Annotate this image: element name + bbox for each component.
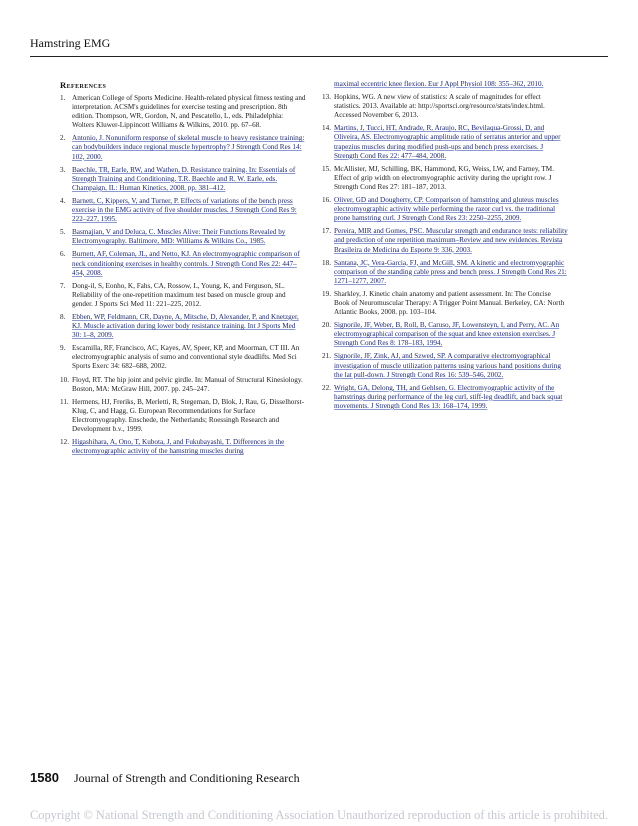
reference-item [60, 398, 306, 434]
reference-link[interactable]: Barnett, C, Kippers, V, and Turner, P. Effects of variations of the bench press exercise in the EMG activity of five shoulder muscles. J Strength Cond Res 9: 222–227, 1995. [72, 196, 297, 224]
references-list-left [60, 94, 306, 456]
reference-number: 6. [60, 250, 66, 259]
reference-number: 10. [60, 375, 69, 384]
reference-text: American College of Sports Medicine. Health-related physical fitness testing and interpretation. ACSM's guidelines for exercise testing and prescription. 8th edition. Thompson, WR, Gordon, N, and Pescatello, L, eds. Philadelphia: Wolters Kluwer-Lippincott Williams & Wilkins, 2010. pp. 67–68. [72, 94, 306, 130]
reference-number: 19. [322, 289, 331, 298]
reference-link[interactable]: Higashihara, A, Ono, T, Kubota, J, and Fukubayashi, T. Differences in the electromyographic activity of the hamstring muscles during [72, 438, 285, 456]
reference-number: 17. [322, 227, 331, 236]
reference-item [322, 93, 568, 120]
reference-number: 5. [60, 228, 66, 237]
reference-item[interactable] [322, 196, 568, 223]
reference-item[interactable] [60, 250, 306, 277]
reference-item[interactable] [322, 352, 568, 379]
reference-link[interactable]: Santana, JC, Vera-Garcia, FJ, and McGill, SM. A kinetic and electromyographic comparison of the standing cable press and bench press. J Strength Cond Res 21: 1271–1277, 2007. [334, 258, 567, 285]
reference-item [60, 344, 306, 371]
reference-link[interactable]: Signorile, JF, Zink, AJ, and Szwed, SP. A comparative electromyographical investigation of muscle utilization patterns using various hand positions during the lat pull-down. J Strength Cond Res 16: 539–546, 2002. [334, 352, 561, 379]
page-number: 1580 [30, 770, 59, 785]
reference-item[interactable] [60, 228, 306, 246]
reference-link[interactable]: Burnett, AF, Coleman, JL, and Netto, KJ. An electromyographic comparison of neck conditioning exercises in healthy controls. J Strength Cond Res 22: 447–454, 2008. [72, 250, 300, 277]
journal-name: Journal of Strength and Conditioning Research [74, 771, 300, 785]
running-head: Hamstring EMG [30, 36, 111, 50]
reference-number: 18. [322, 258, 331, 267]
reference-item[interactable] [322, 227, 568, 254]
reference-item [322, 290, 568, 317]
reference-link[interactable]: Baechle, TR, Earle, RW, and Wathen, D. Resistance training. In: Essentials of Strength Training and Conditioning. T.R. Baechle and R. W. Earle, eds. Champaign, IL: Human Kinetics, 2008. pp. 381–412. [72, 165, 296, 192]
reference-link[interactable]: Ebben, WP, Feldmann, CR, Dayne, A, Mitsche, D, Alexander, P, and Knetzger, KJ. Muscle activation during lower body resistance training. Int J Sports Med 30: 1–8, 2009. [72, 312, 299, 340]
right-column [322, 80, 568, 415]
reference-number: 22. [322, 383, 331, 392]
reference-number: 21. [322, 352, 331, 361]
reference-number: 11. [60, 397, 69, 406]
reference-item[interactable] [60, 197, 306, 224]
reference-item[interactable] [322, 321, 568, 348]
reference-link[interactable]: Pereira, MIR and Gomes, PSC. Muscular strength and endurance tests: reliability and prediction of one repetition maximum–Review and new evidences. Revista Brasileira de Medicina do Esporte 9: 336, 2003. [334, 227, 568, 254]
reference-link[interactable]: Signorile, JF, Weber, B, Roll, B, Caruso, JF, Lowensteyn, I, and Perry, AC. An electromyographical comparison of the squat and knee extension exercises. J Strength Cond Res 8: 178–183, 1994. [334, 321, 560, 348]
reference-number: 2. [60, 134, 66, 143]
copyright-watermark: Copyright © National Strength and Conditioning Association Unauthorized reproduction of this article is prohibited. [30, 808, 608, 822]
reference-number: 8. [60, 312, 66, 321]
left-column [60, 80, 306, 460]
reference-item[interactable] [322, 124, 568, 160]
reference-item[interactable] [322, 384, 568, 411]
reference-number: 15. [322, 164, 331, 173]
reference-item[interactable] [322, 259, 568, 286]
reference-text: Hopkins, WG. A new view of statistics: A scale of magnitudes for effect statistics. 2013. Available at: http://sportsci.org/resource/stats/index.html. Accessed November 6, 2013. [334, 93, 545, 120]
reference-text: Sharkley, J. Kinetic chain anatomy and patient assessment. In: The Concise Book of Neuromuscular Therapy: A Trigger Point Manual. Berkeley, CA: North Atlantic Books, 2008. pp. 103–104. [334, 289, 565, 317]
reference-text: McAllister, MJ, Schilling, BK, Hammond, KG, Weiss, LW, and Farney, TM. Effect of grip width on electromyographic activity during the upright row. J Strength Cond Res 27: 181–187, 2013. [334, 164, 555, 191]
reference-number: 9. [60, 344, 66, 353]
references-heading: References [60, 80, 107, 90]
reference-link[interactable]: Antonio, J. Nonuniform response of skeletal muscle to heavy resistance training: can bodybuilders induce regional muscle hypertrophy? J Strength Cond Res 14: 102, 2000. [72, 134, 305, 161]
reference-item [322, 165, 568, 192]
reference-link[interactable]: Oliver, GD and Dougherty, CP. Comparison of hamstring and gluteus muscles electromyographic activity while performing the razor curl vs. the traditional prone hamstring curl. J Strength Cond Res 23: 2250–2255, 2009. [334, 196, 559, 223]
reference-text: Dong-il, S, Eonho, K, Fahs, CA, Rossow, L, Young, K, and Ferguson, SL. Reliability of the one-repetition maximum test based on muscle group and gender. J Sports Sci Med 11: 221–225, 2012. [72, 281, 286, 308]
reference-number: 12. [60, 438, 69, 447]
reference-link[interactable]: Martins, J, Tucci, HT, Andrade, R, Araujo, RC, Bevilaqua-Grossi, D, and Oliveira, AS. Electromyographic amplitude ratio of serratus anterior and upper trapezius muscles during modified push-ups and bench press exercises. J Strength Cond Res 22: 477–484, 2008. [334, 124, 561, 160]
reference-item[interactable] [60, 134, 306, 161]
reference-item[interactable] [60, 313, 306, 340]
reference-link[interactable]: Basmajian, V and Deluca, C. Muscles Alive: Their Functions Revealed by Electromyography. Baltimore, MD: Williams & Wilkins Co., 1985. [72, 228, 286, 246]
reference-link[interactable]: Wright, GA, Delong, TH, and Gehlsen, G. Electromyographic activity of the hamstrings during performance of the leg curl, stiff-leg deadlift, and back squat movements. J Strength Cond Res 13: 168–174, 1999. [334, 383, 563, 410]
reference-item-continued[interactable] [322, 80, 568, 89]
reference-item [60, 376, 306, 394]
reference-item[interactable] [60, 438, 306, 456]
reference-text: Floyd, RT. The hip joint and pelvic girdle. In: Manual of Structural Kinesiology. Boston, MA: McGraw Hill, 2007. pp. 245–247. [72, 375, 303, 393]
header-rule [30, 56, 608, 57]
reference-number: 4. [60, 196, 66, 205]
reference-number: 7. [60, 281, 66, 290]
reference-number: 20. [322, 321, 331, 330]
reference-number: 1. [60, 94, 66, 102]
reference-number: 13. [322, 93, 331, 102]
page-footer [30, 770, 608, 790]
reference-item[interactable] [60, 166, 306, 193]
reference-item [60, 94, 306, 130]
reference-number: 16. [322, 196, 331, 205]
reference-link[interactable]: maximal eccentric knee flexion. Eur J Appl Physiol 108: 355–362, 2010. [334, 80, 544, 88]
reference-text: Escamilla, RF, Francisco, AC, Kayes, AV, Speer, KP, and Moorman, CT III. An electromyographic analysis of sumo and conventional style deadlifts. Med Sci Sports Exerc 34: 682–688, 2002. [72, 344, 300, 371]
reference-text: Hermens, HJ, Freriks, B, Merletti, R, Stegeman, D, Blok, J, Rau, G, Disselhorst-Klug, C, and Hagg, G. European Recommendations for Surface Electromyography. Enschede, the Netherlands; Roessingh Research and Development b.v., 1999. [72, 397, 304, 433]
reference-number: 3. [60, 165, 66, 174]
references-list-right [322, 80, 568, 411]
reference-number: 14. [322, 124, 331, 133]
reference-item [60, 282, 306, 309]
